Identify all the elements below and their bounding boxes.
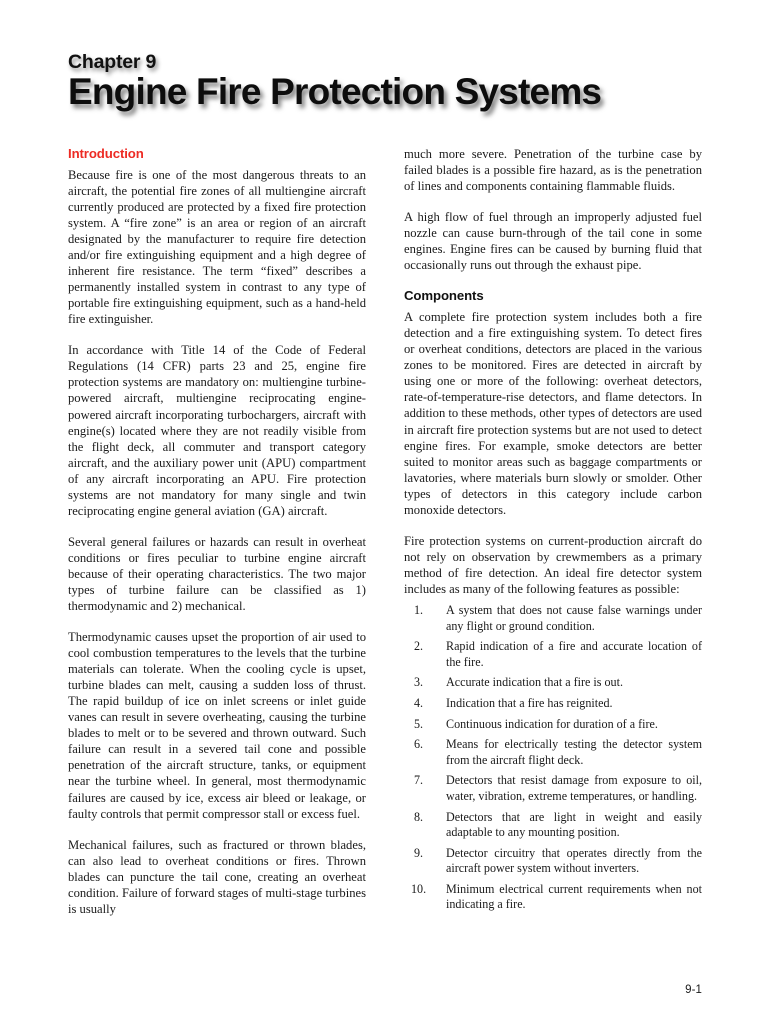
page-title: Engine Fire Protection Systems	[68, 71, 602, 113]
list-item: Means for electrically testing the detector system from the aircraft flight deck.	[446, 737, 702, 767]
list-item: Detectors that are light in weight and easily adaptable to any mounting position.	[446, 809, 702, 840]
paragraph: In accordance with Title 14 of the Code of Federal Regulations (14 CFR) parts 23 and 25, engine fire protection systems are mandatory on: multiengine turbine-powered aircraft, multiengine reciprocating engine-powered aircraft incorporating turbochargers, aircraft with engine(s) located where they are not readily visible from the flight deck, all commuter and transport category aircraft, and the auxiliary power unit (APU) compartment of any aircraft incorporating an APU. Fire protection systems are not mandatory for many single and twin reciprocating engine general aviation (GA) aircraft.	[68, 343, 366, 518]
paragraph: Because fire is one of the most dangerous threats to an aircraft, the potential fire zones of all multiengine aircraft currently produced are protected by a fixed fire protection system. A “fire zone” is an area or region of an aircraft designated by the manufacturer to require fire detection and/or fire extinguishing equipment and a high degree of inherent fire resistance. The term “fixed” describes a permanently installed system in contrast to any type of portable fire extinguishing equipment, such as a hand-held fire extinguisher.	[68, 167, 366, 327]
paragraph-continued: much more severe. Penetration of the turbine case by failed blades is a possible fire hazard, as is the penetration of lines and components containing flammable fluids.	[404, 147, 702, 194]
list-item: Rapid indication of a fire and accurate location of the fire.	[446, 639, 702, 669]
paragraph: A high flow of fuel through an improperly adjusted fuel nozzle can cause burn-through of the tail cone in some engines. Engine fires can be caused by burning fluid that occasionally runs out through the exhaust pipe.	[404, 210, 702, 273]
list-item: Accurate indication that a fire is out.	[446, 675, 623, 690]
right-column	[404, 146, 702, 956]
list-item: Minimum electrical current requirements when not indicating a fire.	[446, 881, 702, 912]
section-heading-components: Components	[404, 288, 484, 304]
list-item: A system that does not cause false warnings under any flight or ground condition.	[446, 602, 702, 633]
chapter-masthead	[68, 52, 708, 112]
section-heading-introduction: Introduction	[68, 146, 144, 161]
list-item: Detector circuitry that operates directly from the aircraft power system without inverters.	[446, 845, 702, 876]
left-column	[68, 146, 366, 956]
list-item: Indication that a fire has reignited.	[446, 695, 613, 710]
list-intro-paragraph: Fire protection systems on current-production aircraft do not rely on observation by crewmembers as a primary method of fire detection. An ideal fire detector system includes as many of the following features as possible:	[404, 533, 702, 596]
list-item: Continuous indication for duration of a fire.	[446, 716, 658, 731]
paragraph: Thermodynamic causes upset the proportion of air used to cool combustion temperatures to the levels that the turbine materials can tolerate. When the cooling cycle is upset, turbine blades can melt, causing a sudden loss of thrust. The rapid buildup of ice on inlet screens or inlet guide vanes can result in severe overheating, causing the turbine blades to melt or to be severed and thrown outward. Such failure can result in a severed tail cone and possible penetration of the aircraft structure, tanks, or equipment near the turbine wheel. In general, most thermodynamic failures are caused by ice, excess air bleed or leakage, or faulty controls that permit compressor stall or excess fuel.	[68, 630, 366, 821]
paragraph: Several general failures or hazards can result in overheat conditions or fires peculiar to turbine engine aircraft because of their operating characteristics. The two major types of turbine failure can be classified as 1) thermodynamic and 2) mechanical.	[68, 534, 366, 614]
chapter-label: Chapter 9	[68, 51, 157, 73]
list-item: Detectors that resist damage from exposure to oil, water, vibration, extreme temperatures, or handling.	[446, 773, 702, 803]
paragraph: Mechanical failures, such as fractured or thrown blades, can also lead to overheat conditions or fires. Thrown blades can puncture the tail cone, creating an overheat condition. Failure of forward stages of multi-stage turbines is usually	[68, 837, 366, 916]
ideal-detector-features-list	[404, 603, 702, 913]
two-column-body	[68, 146, 702, 956]
paragraph: A complete fire protection system includes both a fire detection and a fire extinguishing system. To detect fires or overheat conditions, detectors are placed in the various zones to be monitored. Fires are detected in aircraft by using one or more of the following: overheat detectors, rate-of-temperature-rise detectors, and flame detectors. In addition to these methods, other types of detectors are used in aircraft fire protection systems but are not used to detect engine fires. For example, smoke detectors are better suited to monitor areas such as baggage compartments or lavatories, where materials burn slowly or smolder. Other types of detectors in this category include carbon monoxide detectors.	[404, 310, 702, 517]
page-number: 9-1	[685, 984, 702, 996]
